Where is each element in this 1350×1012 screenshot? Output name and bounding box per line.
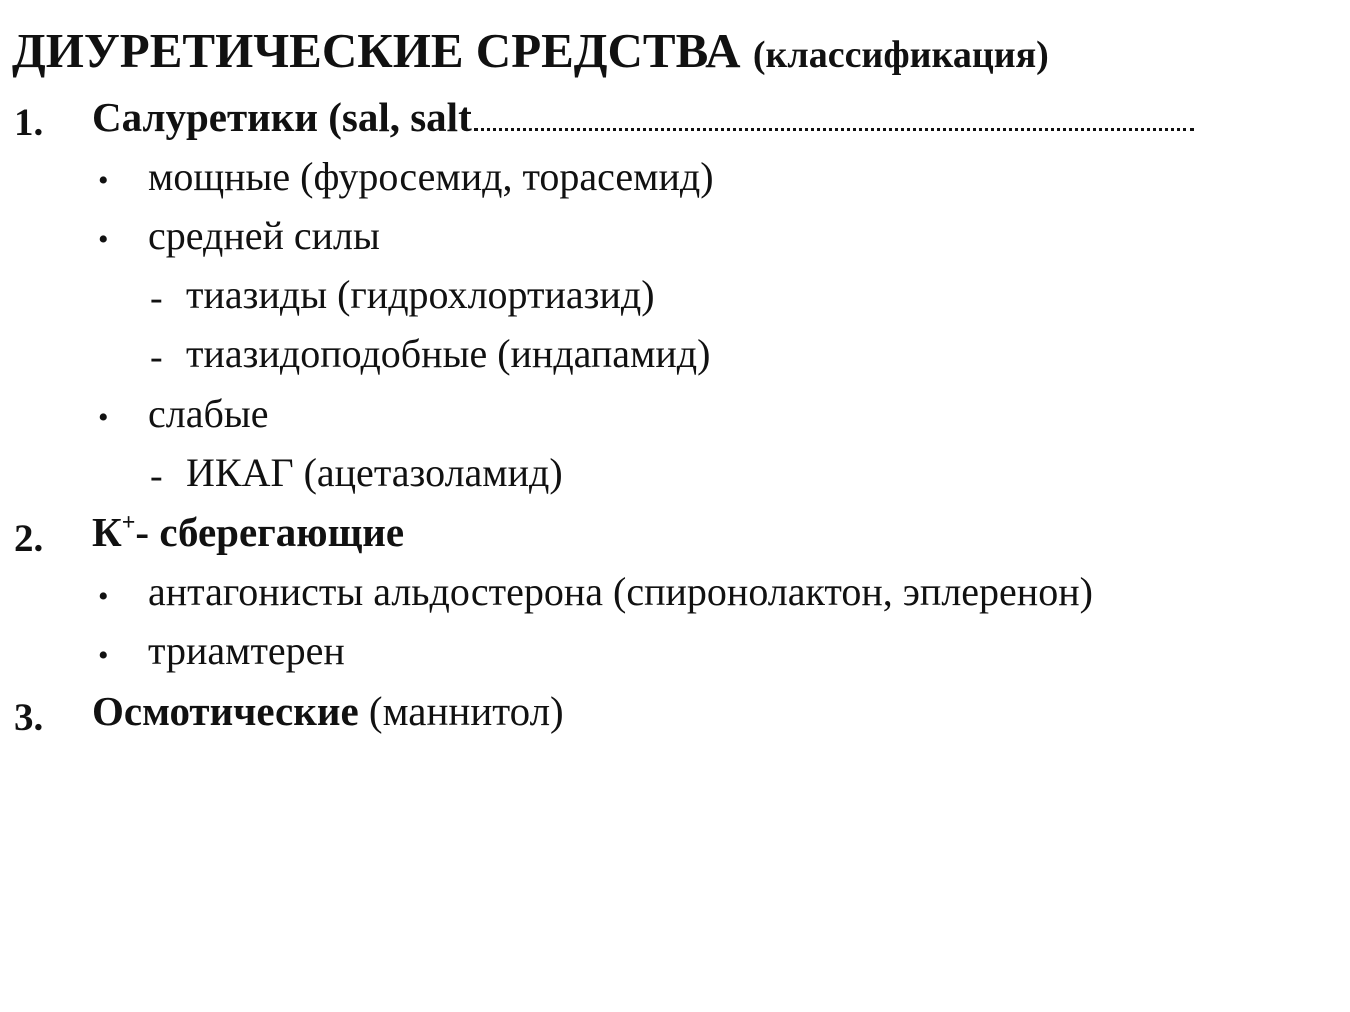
title-main: ДИУРЕТИЧЕСКИЕ СРЕДСТВА: [12, 23, 741, 78]
dash-icon: -: [150, 336, 163, 378]
section-1-heading-text: Салуретики (sal, salt: [92, 94, 472, 140]
bullet-icon: •: [98, 580, 109, 613]
list-item: слабые: [148, 391, 269, 436]
list-item: антагонисты альдостерона (спиронолактон, эплеренон): [148, 569, 1093, 614]
dash-icon: -: [150, 455, 163, 497]
section-3-heading: [92, 688, 564, 734]
list-item: триамтерен: [148, 628, 345, 673]
section-1-number: 1.: [14, 101, 44, 144]
dotted-fill-line: [474, 110, 1194, 131]
section-2-heading-prefix: К: [92, 509, 122, 555]
section-3-number: 3.: [14, 696, 44, 739]
dash-icon: -: [150, 277, 163, 319]
list-item: мощные (фуросемид, торасемид): [148, 154, 714, 199]
section-2-number: 2.: [14, 517, 44, 560]
bullet-icon: •: [98, 639, 109, 672]
bullet-icon: •: [98, 164, 109, 197]
bullet-icon: •: [98, 401, 109, 434]
section-2-heading-superscript: +: [121, 510, 136, 536]
sub-list-item: тиазидоподобные (индапамид): [186, 331, 711, 376]
section-2-heading-rest: - сберегающие: [135, 509, 405, 555]
section-3-heading-text: Осмотические: [92, 688, 359, 734]
section-2-heading: [92, 509, 405, 555]
sub-list-item: ИКАГ (ацетазоламид): [186, 450, 563, 495]
section-3-heading-note: (маннитол): [368, 688, 564, 734]
list-item: средней силы: [148, 213, 380, 258]
section-1-heading: [92, 94, 1194, 140]
sub-list-item: тиазиды (гидрохлортиазид): [186, 272, 655, 317]
bullet-icon: •: [98, 223, 109, 256]
page-title: [12, 23, 1049, 78]
title-sub: (классификация): [752, 34, 1049, 76]
